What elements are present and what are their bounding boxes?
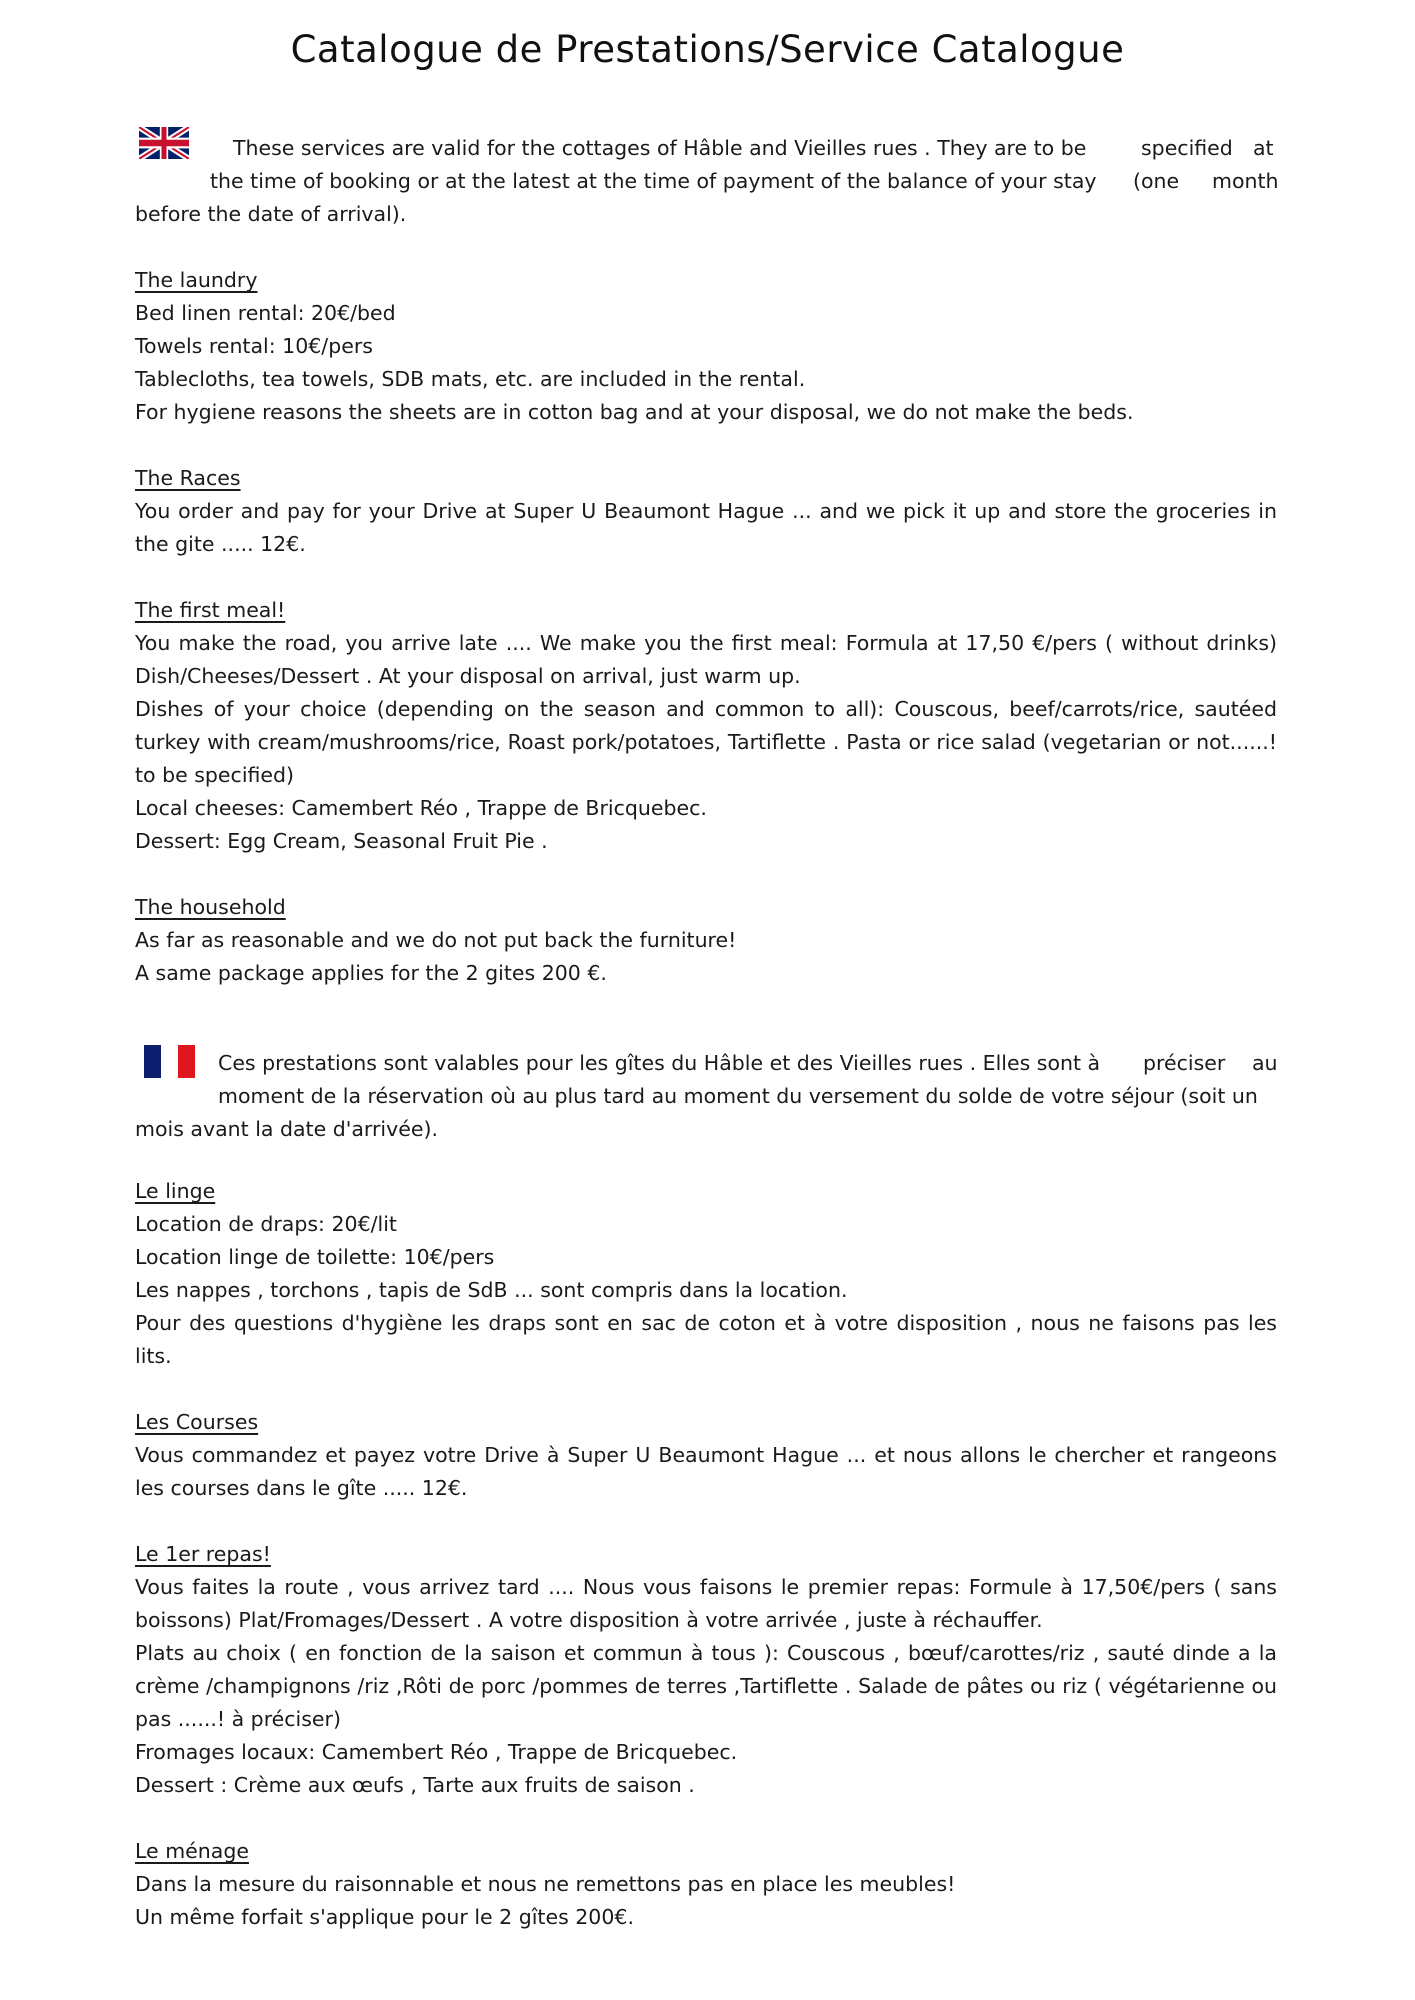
first-meal-dishes: Dishes of your choice (depending on the season and common to all): Couscous, beef/carrots/rice, sautéed turkey with cream/mushrooms/rice, Roast pork/potatoes, Tartiflette . Pasta or rice salad (vegetarian or not......! to be specified) [135,697,1277,787]
courses-text: Vous commandez et payez votre Drive à Super U Beaumont Hague ... et nous allons le chercher et rangeons les courses dans le gîte ..... 12€. [135,1443,1277,1500]
linge-line: Location de draps: 20€/lit [135,1212,397,1236]
intro-text: mois avant la date d'arrivée). [135,1117,438,1141]
courses-heading: Les Courses [135,1410,259,1434]
french-intro [135,1047,1277,1146]
intro-text: before the date of arrival). [135,202,407,226]
intro-text: month [1212,169,1279,193]
menage-line: Un même forfait s'applique pour le 2 gîtes 200€. [135,1905,634,1929]
first-meal-cheeses: Local cheeses: Camembert Réo , Trappe de Bricquebec. [135,796,707,820]
repas-dessert: Dessert : Crème aux œufs , Tarte aux fruits de saison . [135,1773,695,1797]
intro-text: Ces prestations sont valables pour les gîtes du Hâble et des Vieilles rues . Elles sont à [218,1051,1101,1075]
repas-text: Vous faites la route , vous arrivez tard .... Nous vous faisons le premier repas: Formule à 17,50€/pers ( sans boissons) Plat/Fromages/Dessert . A votre disposition à votre arrivée , juste à réchauffer. [135,1575,1277,1632]
intro-text: specified [1141,136,1233,160]
first-meal-heading: The first meal! [135,598,286,622]
household-line: As far as reasonable and we do not put back the furniture! [135,928,737,952]
laundry-line: Towels rental: 10€/pers [135,334,373,358]
repas-heading: Le 1er repas! [135,1542,271,1566]
intro-text: au [1252,1051,1278,1075]
english-sections [135,264,1277,990]
first-meal-dessert: Dessert: Egg Cream, Seasonal Fruit Pie . [135,829,548,853]
races-heading: The Races [135,466,241,490]
linge-line: Les nappes , torchons , tapis de SdB ... sont compris dans la location. [135,1278,848,1302]
intro-text: at [1253,136,1274,160]
first-meal-text: You make the road, you arrive late .... We make you the first meal: Formula at 17,50 €/pers ( without drinks) Dish/Cheeses/Dessert . At your disposal on arrival, just warm up. [135,631,1277,688]
linge-line: Location linge de toilette: 10€/pers [135,1245,495,1269]
intro-text: These services are valid for the cottages of Hâble and Vieilles rues . They are to be [233,136,1087,160]
repas-dishes: Plats au choix ( en fonction de la saison et commun à tous ): Couscous , bœuf/carottes/riz , sauté dinde a la crème /champignons /riz ,Rôti de porc /pommes de terres ,Tartiflette . Salade de pâtes ou riz ( végétarienne ou pas ......! à préciser) [135,1641,1277,1731]
english-intro [135,132,1277,231]
intro-text: the time of booking or at the latest at the time of payment of the balance of your stay [210,169,1097,193]
intro-text: (one [1133,169,1180,193]
repas-cheeses: Fromages locaux: Camembert Réo , Trappe de Bricquebec. [135,1740,738,1764]
linge-hygiene: Pour des questions d'hygiène les draps sont en sac de coton et à votre disposition , nous ne faisons pas les lits. [135,1311,1277,1368]
laundry-heading: The laundry [135,268,258,292]
french-sections [135,1175,1277,1934]
intro-text: préciser [1143,1051,1226,1075]
intro-text: moment de la réservation où au plus tard au moment du versement du solde de votre séjour (soit un [218,1084,1258,1108]
laundry-line: For hygiene reasons the sheets are in cotton bag and at your disposal, we do not make the beds. [135,400,1134,424]
page-title: Catalogue de Prestations/Service Catalogue [290,28,1125,71]
laundry-line: Tablecloths, tea towels, SDB mats, etc. are included in the rental. [135,367,806,391]
races-text: You order and pay for your Drive at Super U Beaumont Hague ... and we pick it up and store the groceries in the gite ..... 12€. [135,499,1277,556]
household-line: A same package applies for the 2 gites 200 €. [135,961,607,985]
household-heading: The household [135,895,286,919]
linge-heading: Le linge [135,1179,216,1203]
laundry-line: Bed linen rental: 20€/bed [135,301,396,325]
menage-heading: Le ménage [135,1839,249,1863]
menage-line: Dans la mesure du raisonnable et nous ne remettons pas en place les meubles! [135,1872,956,1896]
